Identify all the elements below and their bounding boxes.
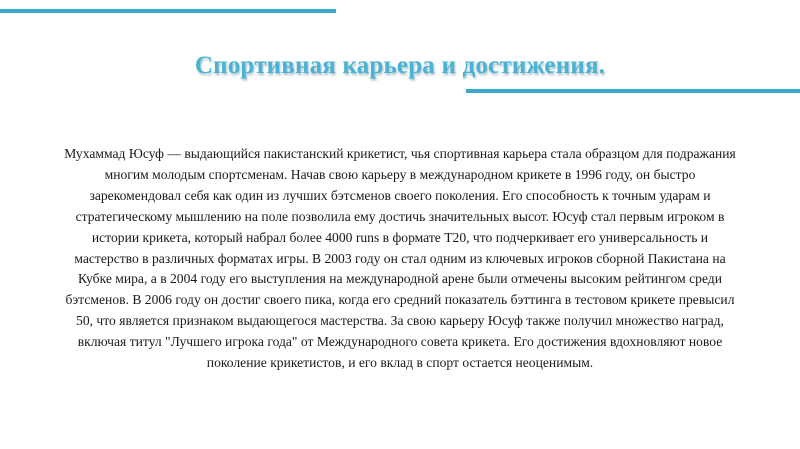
title-underline-bar: [466, 89, 800, 93]
body-paragraph: Мухаммад Юсуф — выдающийся пакистанский крикетист, чья спортивная карьера стала образцом для подражания многим молодым спортсменам. Начав свою карьеру в международном крикете в 1996 году, он быстро зарекомендовал себя как один из лучших бэтсменов своего поколения. Его способность к точным ударам и стратегическому мышлению на поле позволила ему достичь значительных высот. Юсуф стал первым игроком в истории крикета, который набрал более 4000 runs в формате T20, что подчеркивает его универсальность и мастерство в различных форматах игры. В 2003 году он стал одним из ключевых игроков сборной Пакистана на Кубке мира, а в 2004 году его выступления на международной арене были отмечены высоким рейтингом среди бэтсменов. В 2006 году он достиг своего пика, когда его средний показатель бэттинга в тестовом крикете превысил 50, что является признаком выдающегося мастерства. За свою карьеру Юсуф также получил множество наград, включая титул "Лучшего игрока года" от Международного совета крикета. Его достижения вдохновляют новое поколение крикетистов, и его вклад в спорт остается неоценимым.: [64, 146, 736, 371]
top-accent-bar: [0, 9, 336, 13]
slide-title: Спортивная карьера и достижения.: [194, 52, 606, 79]
